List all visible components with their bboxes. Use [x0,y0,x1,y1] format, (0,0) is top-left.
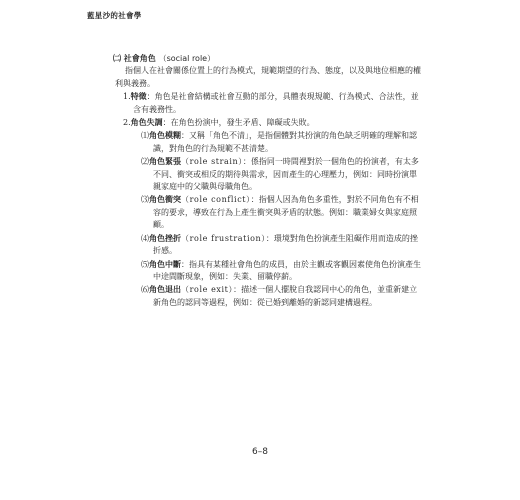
subitem-label: 角色中斷 [149,258,181,269]
section-title-zh: 社會角色 [123,53,156,63]
subitem-term-en: （role exit） [181,285,234,295]
subitem-number: ⑸ [141,259,149,269]
subitem-label: 角色挫折 [149,232,181,243]
page-number: 6–8 [252,447,268,457]
subitem-text: ：環境對角色扮演產生阻礙作用而造成的挫折感。 [153,233,418,256]
subitem-text: ：係指同一時間裡對於一個角色的扮演者，有太多不同、衝突或相反的期待與需求，因而產生的心理壓力，例如：同時扮演單親家庭中的父職與母職角色。 [153,157,419,192]
subitem-number: ⑶ [141,195,149,205]
subitem-role-exit [141,283,423,309]
item-label: 特徵 [130,91,147,102]
page-content [113,52,423,309]
subitem-text: ：又稱「角色不清」，是指個體對其扮演的角色缺乏明確的理解和認識，對角色的行為規範不甚清楚。 [153,131,417,153]
subitem-text: ：指個人因為角色多重性，對於不同角色有不相容的要求，導致在行為上產生衝突與矛盾的狀態。例如：職業婦女與家庭照顧。 [153,195,419,230]
subitem-term-en: （role conflict） [181,195,251,205]
subitem-label: 角色衝突 [149,194,181,205]
subitem-term-en: （role frustration） [181,233,266,243]
item-number: 1. [123,92,131,102]
subitem-role-ambiguity [141,129,423,155]
subitem-text: ：描述一個人擺脫自我認同中心的角色，並重新建立新角色的認同等過程，例如：從已婚到離婚的新認同建構過程。 [153,285,418,307]
list-item-features [123,90,423,116]
subitem-role-conflict [141,193,423,231]
subitem-number: ⑵ [141,157,149,167]
list-item-role-dysfunction [123,116,423,129]
item-number: 2. [123,118,131,128]
subitem-number: ⑷ [141,233,149,243]
item-label: 角色失調 [130,117,163,128]
subitem-text: ：指具有某種社會角色的成員，由於主觀或客觀因素使角色扮演產生中途間斷現象，例如：失業、留職停薪。 [153,259,421,281]
subitem-role-frustration [141,232,423,258]
subitem-label: 角色模糊 [149,130,181,141]
running-header: 藍星沙的社會學 [87,11,142,20]
section-title-en: （social role） [158,54,216,63]
item-text: ：在角色扮演中，發生矛盾、障礙或失敗。 [162,118,315,128]
subitem-number: ⑹ [141,285,149,295]
section-marker: ㈡ [113,53,121,63]
subitem-term-en: （role strain） [181,157,243,167]
section-heading [113,52,423,65]
subitem-role-interruption [141,258,423,284]
subitem-number: ⑴ [141,131,149,141]
subitem-label: 角色緊張 [149,156,181,167]
subitem-label: 角色退出 [149,284,181,295]
subitem-role-strain [141,155,423,193]
section-intro: 指個人在社會關係位置上的行為模式，規範期望的行為、態度，以及與地位相應的權利與義務。 [115,66,421,88]
item-text: ：角色是社會結構或社會互動的部分，具體表現規範、行為模式、合法性，並含有義務性。 [133,92,419,114]
